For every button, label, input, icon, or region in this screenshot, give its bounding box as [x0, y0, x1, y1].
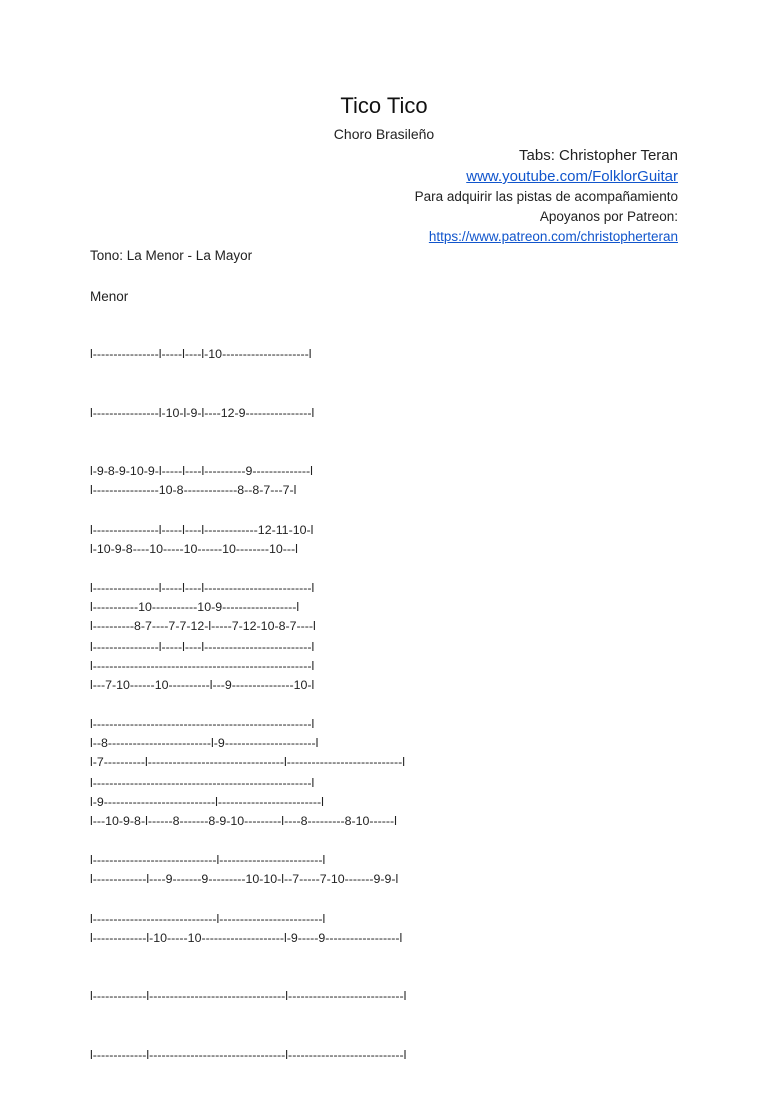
tabs-author: Tabs: Christopher Teran: [519, 147, 678, 164]
tab-string-line: l----------------l-----l----l--------------------------l: [90, 639, 315, 654]
tab-string-line: l-------------l-10-----10--------------------l-9-----9------------------l: [90, 930, 403, 945]
patreon-support-note: Apoyanos por Patreon:: [539, 209, 678, 224]
credits-block: [90, 146, 678, 247]
tab-string-line: l-9---------------------------l-------------------------l: [90, 794, 324, 809]
tab-string-line: l-----------10-----------10-9------------------l: [90, 600, 300, 614]
document-page: [90, 0, 678, 1062]
tab-string-line: l----------------l-----l----l--------------------------l: [90, 581, 315, 595]
tab-string-line: l----------8-7----7-7-12-l-----7-12-10-8-7----l: [90, 619, 316, 633]
tab-string-line: l---10-9-8-l------8-------8-9-10---------l----8---------8-10------l: [90, 813, 397, 828]
page-subtitle: Choro Brasileño: [333, 126, 435, 142]
youtube-link[interactable]: www.youtube.com/FolklorGuitar: [466, 168, 678, 185]
tab-string-line: l-----------------------------------------------------l: [90, 775, 315, 790]
key-info: Tono: La Menor - La Mayor: [90, 248, 253, 263]
tab-string-line: l-----------------------------------------------------l: [90, 717, 315, 731]
tab-string-line: l------------------------------l-------------------------l: [90, 911, 326, 926]
patreon-link[interactable]: https://www.patreon.com/christopherteran: [428, 229, 678, 244]
tab-string-line: l-------------l---------------------------------l----------------------------l: [90, 1047, 407, 1062]
tab-string-line: l-9-8-9-10-9-l-----l----l----------9--------------l: [90, 464, 313, 478]
tab-string-line: l------------------------------l-------------------------l: [90, 853, 326, 867]
tab-string-line: l-----------------------------------------------------l: [90, 658, 315, 673]
tab-string-line: l-------------l----9-------9---------10-10-l--7-----7-10-------9-9-l: [90, 872, 399, 886]
tab-string-line: l----------------l-----l----l-10---------------------l: [90, 347, 312, 361]
tab-string-line: l----------------l-----l----l-------------12-11-10-l: [90, 522, 314, 537]
tab-string-line: l-10-9-8----10-----10------10--------10---l: [90, 541, 298, 556]
tab-string-line: l---7-10------10----------l---9---------------10-l: [90, 677, 315, 692]
tab-string-line: l----------------l-10-l-9-l----12-9----------------l: [90, 405, 315, 420]
page-title: Tico Tico: [340, 93, 428, 118]
tab-string-line: l----------------10-8-------------8--8-7---7-l: [90, 483, 297, 497]
section-label: Menor: [90, 289, 129, 304]
backing-tracks-note: Para adquirir las pistas de acompañamiento: [414, 189, 678, 204]
tab-string-line: l-7----------l---------------------------------l----------------------------l: [90, 755, 405, 769]
tab-string-line: l-------------l---------------------------------l----------------------------l: [90, 989, 407, 1003]
tab-block: [90, 714, 406, 1104]
tab-string-line: l--8-------------------------l-9----------------------l: [90, 736, 319, 750]
